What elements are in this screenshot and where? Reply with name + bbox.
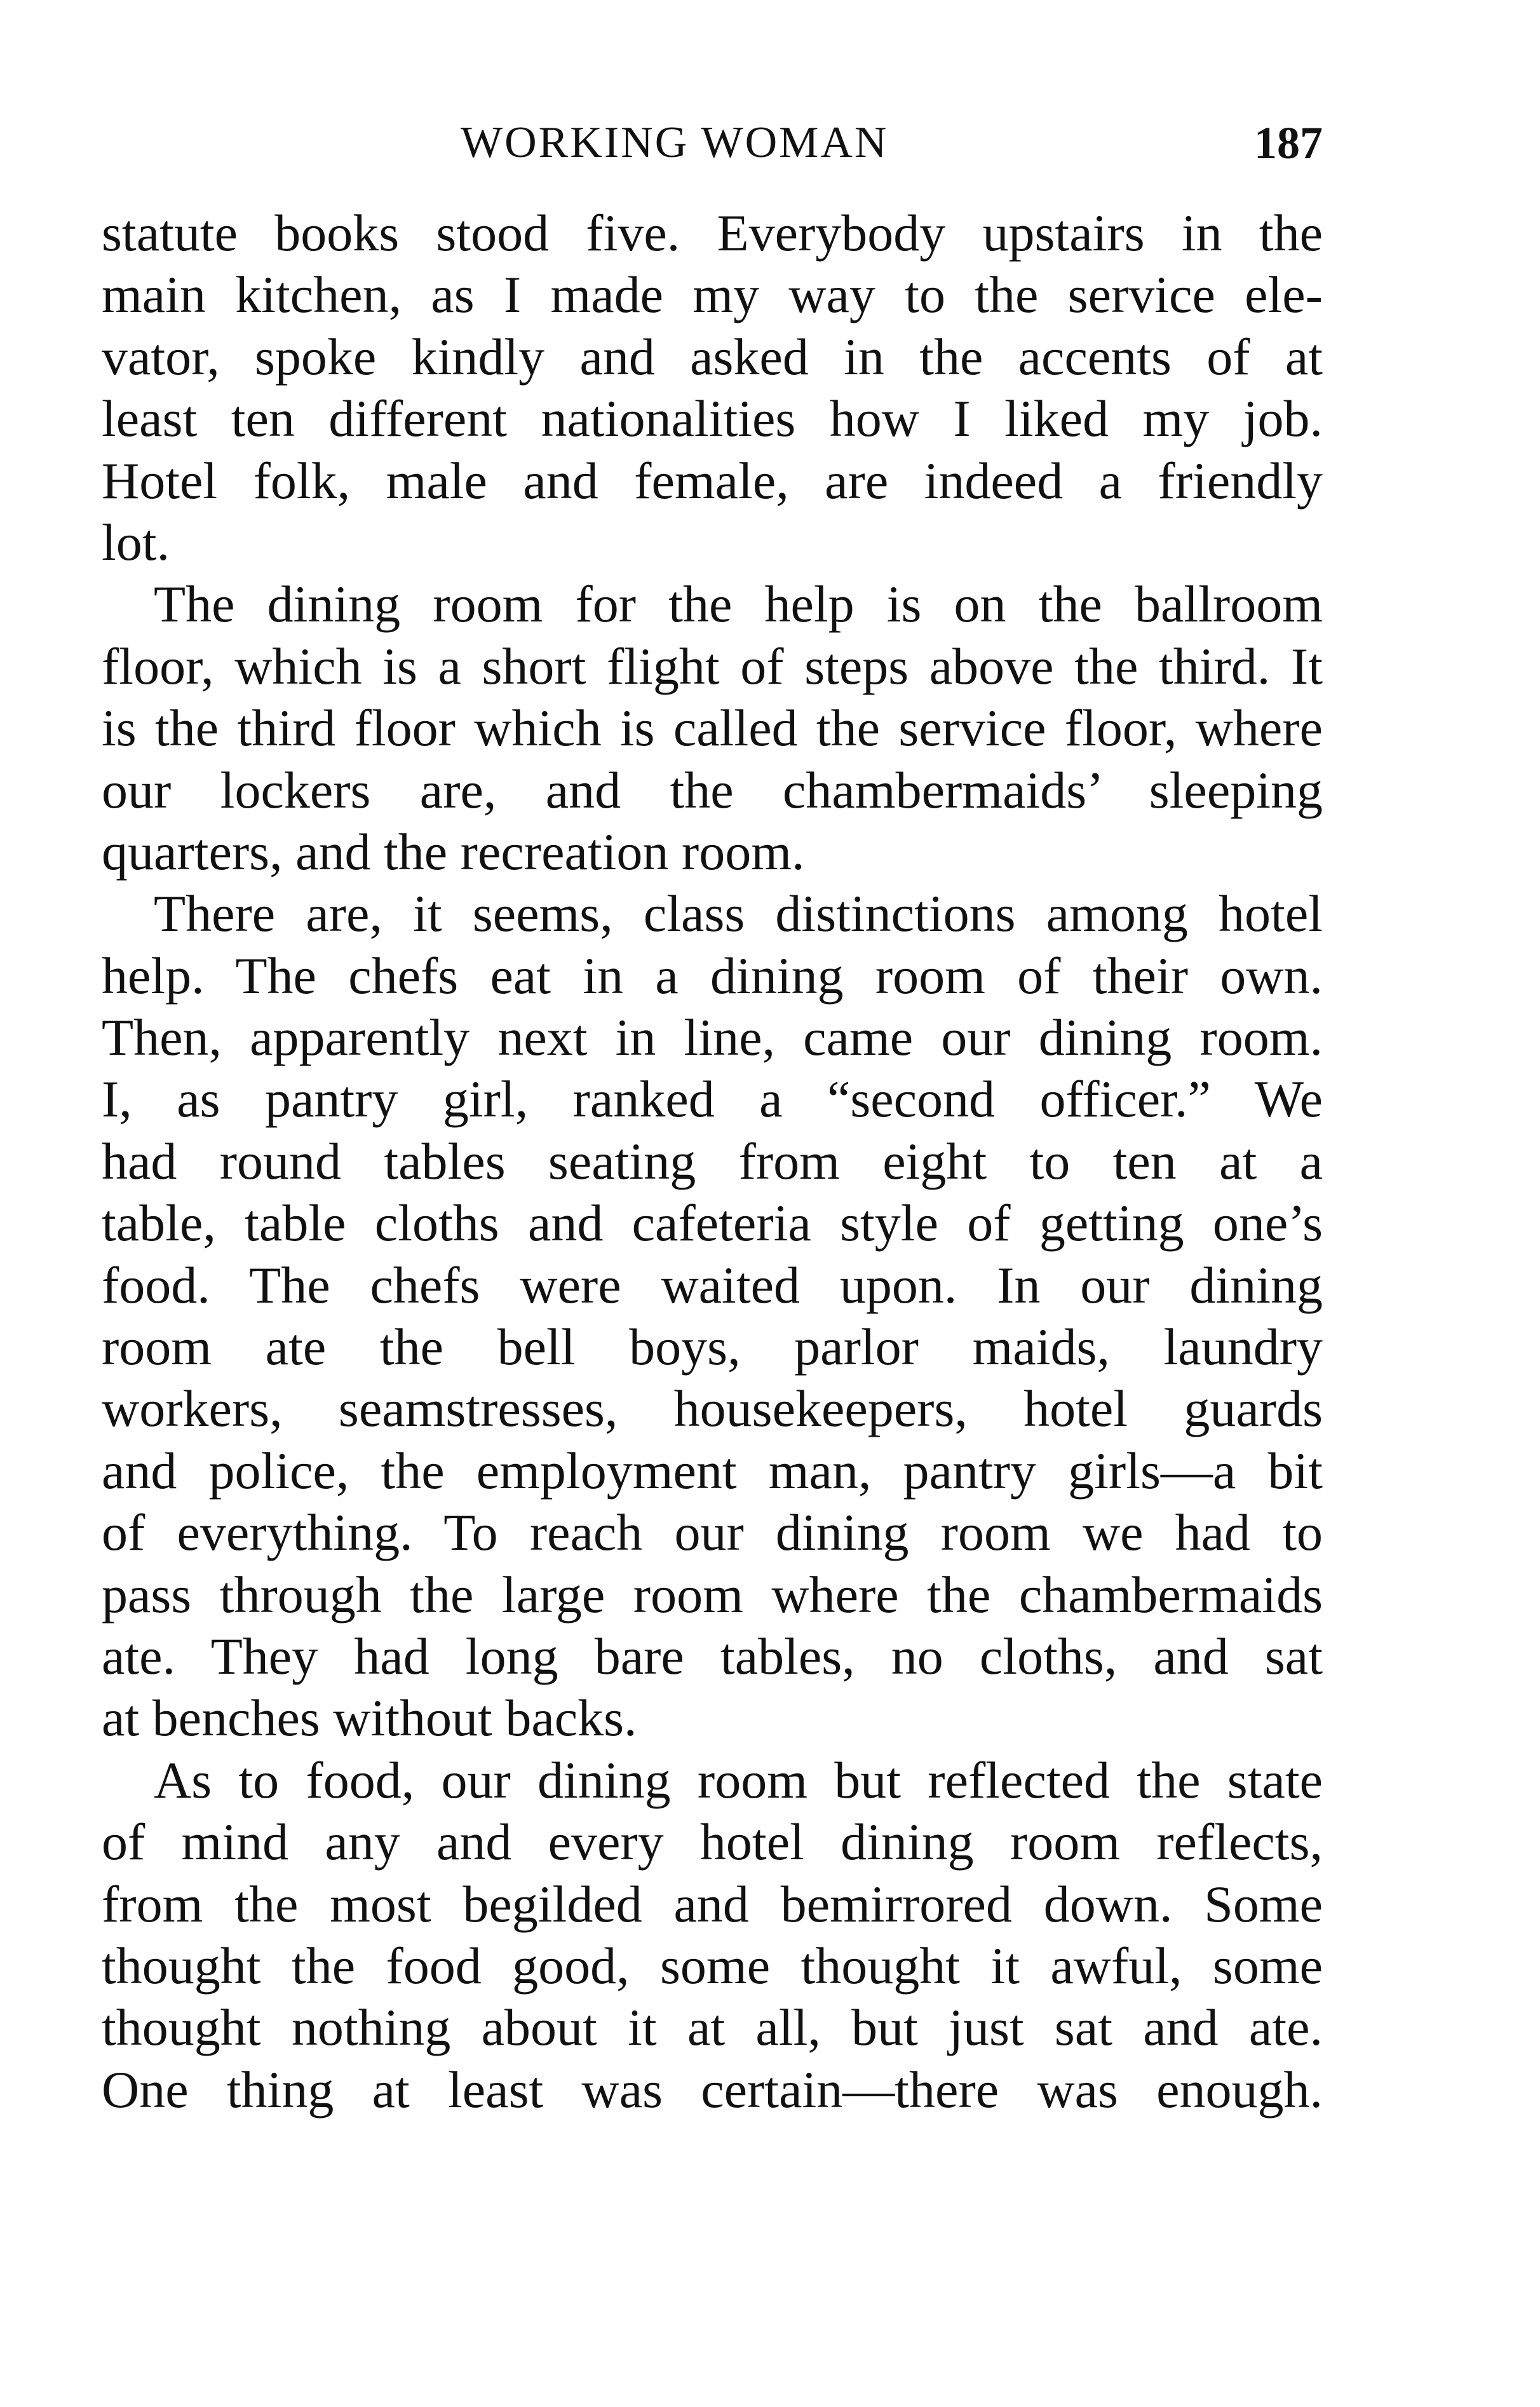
text-line: room ate the bell boys, parlor maids, laundry [102,1318,1323,1376]
text-line: is the third floor which is called the service floor, where [102,699,1323,757]
text-line: thought the food good, some thought it awful, some [102,1936,1323,1995]
text-line: food. The chefs were waited upon. In our dining [102,1256,1323,1314]
text-line: workers, seamstresses, housekeepers, hotel guards [102,1380,1323,1438]
body-text [102,202,1323,2120]
text-line: and police, the employment man, pantry girls—a bit [102,1441,1323,1500]
text-line: of everything. To reach our dining room we had to [102,1503,1323,1562]
text-line: had round tables seating from eight to ten at a [102,1132,1323,1190]
text-line: at benches without backs. [102,1689,637,1747]
text-line: help. The chefs eat in a dining room of their own. [102,946,1323,1005]
text-line: vator, spoke kindly and asked in the accents of at [102,327,1323,386]
text-line: least ten different nationalities how I liked my job. [102,390,1323,448]
running-head [102,114,1323,172]
paragraph [102,202,1323,573]
text-line: statute books stood five. Everybody upstairs in the [102,204,1323,262]
text-line: lot. [102,513,170,571]
page-number: 187 [1254,118,1323,168]
paragraph [102,1749,1323,2120]
text-line: our lockers are, and the chambermaids’ sleeping [102,761,1323,819]
text-line: pass through the large room where the chambermaids [102,1565,1323,1624]
text-line: There are, it seems, class distinctions among hotel [154,885,1323,943]
text-line: quarters, and the recreation room. [102,822,805,881]
text-line: table, table cloths and cafeteria style of getting one’s [102,1194,1323,1252]
text-line: The dining room for the help is on the ballroom [154,575,1323,634]
paragraph [102,883,1323,1749]
text-line: thought nothing about it at all, but just sat and ate. [102,1998,1323,2057]
text-line: ate. They had long bare tables, no cloths, and sat [102,1627,1323,1685]
running-head-title: WORKING WOMAN [461,118,889,167]
paragraph [102,573,1323,883]
text-line: from the most begilded and bemirrored down. Some [102,1875,1323,1933]
text-line: Then, apparently next in line, came our dining room. [102,1008,1323,1067]
text-line: of mind any and every hotel dining room reflects, [102,1813,1323,1871]
text-line: main kitchen, as I made my way to the service ele- [102,266,1323,324]
text-line: I, as pantry girl, ranked a “second officer.” We [102,1070,1323,1129]
text-line: One thing at least was certain—there was enough. [102,2060,1323,2119]
text-line: floor, which is a short flight of steps above the third. It [102,637,1323,695]
text-line: As to food, our dining room but reflected the state [154,1751,1323,1809]
text-line: Hotel folk, male and female, are indeed a friendly [102,451,1323,510]
